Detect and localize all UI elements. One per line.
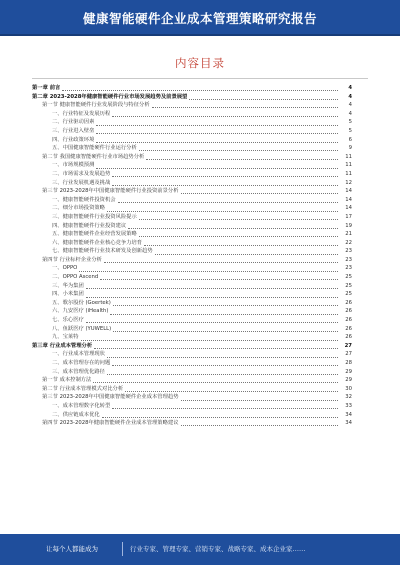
toc-entry-text: 第四节 2023-2028年健康智能硬件企业成本管理策略建议 [42,420,179,427]
toc-dot-leader [181,420,339,426]
toc-entry-text: 第四节 行业标杆企业分析 [42,256,102,263]
toc-page-number: 11 [345,162,352,169]
toc-entry-text: 二、OPPO Ascend [52,274,99,281]
toc-dot-leader [112,171,338,177]
toc-page-number: 5 [348,119,352,126]
toc-entry[interactable] [32,256,352,265]
toc-entry[interactable] [32,350,352,359]
toc-entry-text: 四、小米集团 [52,291,84,298]
toc-dot-leader [100,274,338,280]
toc-entry[interactable] [32,196,352,205]
toc-entry-text: 二、细分市场投资策略 [52,205,105,212]
toc-entry-text: 三、成本管理优化路径 [52,368,105,375]
toc-page-number: 4 [348,110,352,117]
toc-dot-leader [139,231,338,237]
toc-entry[interactable] [32,213,352,222]
toc-dot-leader [62,85,338,91]
toc-page-number: 26 [345,325,352,332]
toc-entry-text: 第二章 2023-2028年健康智能硬件行业市场发展趋势及前景展望 [32,93,188,100]
toc-entry[interactable] [32,247,352,256]
toc-page-number: 14 [345,205,352,212]
toc-entry-text: 九、宝莱特 [52,334,79,341]
toc-entry[interactable] [32,84,352,93]
toc-entry[interactable] [32,325,352,334]
toc-page-number: 21 [345,231,352,238]
toc-entry-text: 四、健康智能硬件行业投资建议 [52,222,127,229]
toc-dot-leader [155,249,338,255]
toc-entry-text: 三、行业发展机遇及挑战 [52,179,111,186]
toc-page-number: 14 [345,196,352,203]
toc-dot-leader [112,180,338,186]
toc-entry[interactable] [32,411,352,420]
toc-entry[interactable] [32,127,352,136]
toc-entry[interactable] [32,136,352,145]
toc-entry-text: 一、成本管理数字化转型 [52,402,111,409]
toc-entry-text: 四、行业政策环境 [52,136,95,143]
toc-entry-text: 一、健康智能硬件投资机会 [52,196,116,203]
toc-dot-leader [128,223,338,229]
toc-dot-leader [125,386,338,392]
toc-dot-leader [93,377,338,383]
toc-entry[interactable] [32,239,352,248]
toc-dot-leader [96,120,338,126]
toc-dot-leader [113,300,338,306]
toc-entry[interactable] [32,419,352,428]
toc-page-number: 29 [345,377,352,384]
toc-entry[interactable] [32,316,352,325]
toc-entry-text: 五、健康智能硬件企业经营发展策略 [52,231,137,238]
toc-dot-leader [113,326,338,332]
toc-entry-text: 第三节 2023-2028年中国健康智能硬件企业成本管理趋势 [42,394,179,401]
report-header [0,0,400,36]
toc-entry[interactable] [32,161,352,170]
toc-page-number: 23 [345,265,352,272]
toc-entry[interactable] [32,222,352,231]
footer-tagline: 行业专家、管理专家、营销专家、战略专家、成本企业家…… [130,545,306,553]
toc-dot-leader [102,412,338,418]
toc-entry[interactable] [32,153,352,162]
toc-entry-text: 七、乐心医疗 [52,317,84,324]
toc-dot-leader [112,360,338,366]
toc-entry[interactable] [32,273,352,282]
toc-dot-leader [118,197,338,203]
toc-dot-leader [139,145,338,151]
toc-entry-text: 二、供应链成本优化 [52,411,100,418]
toc-page-number: 4 [348,85,352,91]
toc-dot-leader [96,128,338,134]
toc-entry-text: 第二节 我国健康智能硬件行业市场趋势分析 [42,153,145,160]
toc-page-number: 27 [345,351,352,358]
toc-entry-text: 三、行业进入壁垒 [52,127,95,134]
toc-entry-text: 八、鱼跃医疗 (YUWELL) [52,325,112,332]
toc-dot-leader [86,283,338,289]
toc-entry-text: 第一章 前言 [32,85,61,91]
table-of-contents [32,84,352,428]
toc-dot-leader [79,266,338,272]
toc-entry-text: 三、健康智能硬件行业投资风险提示 [52,213,137,220]
toc-page-number: 26 [345,308,352,315]
toc-entry[interactable] [32,101,352,110]
toc-page-number: 27 [344,342,352,349]
toc-entry[interactable] [32,359,352,368]
toc-entry[interactable] [32,385,352,394]
toc-page-number: 22 [345,239,352,246]
toc-dot-leader [96,137,338,143]
toc-entry[interactable] [32,118,352,127]
toc-page-number: 25 [345,274,352,281]
toc-entry[interactable] [32,393,352,402]
toc-dot-leader [86,292,338,298]
toc-page-number: 30 [345,385,352,392]
toc-entry-text: 第三章 行业成本管理分析 [32,342,93,349]
report-footer [0,534,400,565]
toc-page-number: 4 [348,102,352,109]
toc-page-number: 26 [345,299,352,306]
toc-entry[interactable] [32,402,352,411]
toc-page-number: 25 [345,282,352,289]
toc-entry[interactable] [32,230,352,239]
toc-entry[interactable] [32,368,352,377]
toc-entry-text: 二、市场需求及发展趋势 [52,170,111,177]
toc-entry-text: 第一节 成本控制方法 [42,377,92,384]
toc-dot-leader [107,206,338,212]
toc-dot-leader [189,94,338,100]
toc-dot-leader [81,335,339,341]
toc-entry[interactable] [32,342,352,351]
toc-entry-text: 六、健康智能硬件企业核心竞争力培育 [52,239,143,246]
toc-dot-leader [94,343,338,349]
toc-page-number: 14 [345,188,352,195]
toc-page-number: 28 [345,360,352,366]
toc-entry-text: 三、华为集团 [52,282,84,289]
toc-dot-leader [139,214,338,220]
toc-entry[interactable] [32,282,352,291]
toc-entry-text: 七、健康智能硬件行业技术研发及创新趋势 [52,248,153,255]
toc-dot-leader [110,309,338,315]
toc-entry-text: 一、市场规模预测 [52,162,95,169]
toc-divider [32,78,368,79]
footer-lead-text: 让每个人都能成为 [46,545,98,553]
toc-page-number: 6 [348,136,352,143]
toc-entry-text: 一、行业特征及发展历程 [52,110,111,117]
toc-entry[interactable] [32,204,352,213]
toc-page-number: 17 [345,213,352,220]
toc-entry-text: 一、OPPO [52,265,78,272]
toc-page-number: 32 [345,394,352,401]
toc-title: 内容目录 [175,56,225,70]
toc-dot-leader [112,111,338,117]
toc-entry-text: 第三节 2023-2028年中国健康智能硬件行业投资前景分析 [42,188,179,195]
toc-dot-leader [107,369,338,375]
toc-entry[interactable] [32,179,352,188]
toc-page-number: 29 [345,368,352,375]
toc-page-number: 12 [345,179,352,186]
toc-entry[interactable] [32,110,352,119]
toc-page-number: 34 [345,420,352,427]
toc-page-number: 5 [348,127,352,134]
toc-page-number: 11 [345,153,352,160]
toc-dot-leader [181,395,339,401]
toc-dot-leader [112,403,338,409]
toc-entry-text: 五、歌尔股份 (Goertek) [52,299,111,306]
toc-entry-text: 二、成本管理存在的问题 [52,360,111,366]
toc-entry-text: 五、中国健康智能硬件行业运行分析 [52,145,137,152]
toc-page-number: 19 [345,222,352,229]
toc-entry-text: 六、九安医疗 (iHealth) [52,308,109,315]
toc-entry[interactable] [32,170,352,179]
toc-page-number: 34 [345,411,352,418]
toc-page-number: 9 [348,145,352,152]
toc-page-number: 25 [345,291,352,298]
toc-page-number: 26 [345,317,352,324]
toc-page-number: 4 [348,93,352,100]
toc-dot-leader [96,163,338,169]
toc-dot-leader [146,154,338,160]
toc-entry[interactable] [32,307,352,316]
toc-dot-leader [104,257,338,263]
toc-page-number: 33 [345,402,352,409]
footer-divider [122,542,123,556]
toc-dot-leader [181,188,339,194]
toc-page-number: 23 [345,256,352,263]
toc-page-number: 23 [345,248,352,255]
toc-entry[interactable] [32,290,352,299]
toc-entry[interactable] [32,187,352,196]
toc-entry[interactable] [32,299,352,308]
toc-entry[interactable] [32,93,352,102]
toc-page-number: 26 [345,334,352,341]
toc-page-number: 11 [345,170,352,177]
toc-entry[interactable] [32,144,352,153]
toc-dot-leader [107,352,338,358]
toc-dot-leader [152,102,338,108]
toc-entry[interactable] [32,376,352,385]
toc-entry[interactable] [32,264,352,273]
toc-entry-text: 第二节 行业成本管理模式对比分析 [42,385,124,392]
toc-entry-text: 二、行业驱动因素 [52,119,95,126]
report-title: 健康智能硬件企业成本管理策略研究报告 [82,11,317,26]
toc-dot-leader [86,317,338,323]
toc-entry[interactable] [32,333,352,342]
toc-entry-text: 一、行业成本管理现状 [52,351,105,358]
toc-dot-leader [144,240,338,246]
toc-entry-text: 第一节 健康智能硬件行业发展阶段与特征分析 [42,102,150,109]
